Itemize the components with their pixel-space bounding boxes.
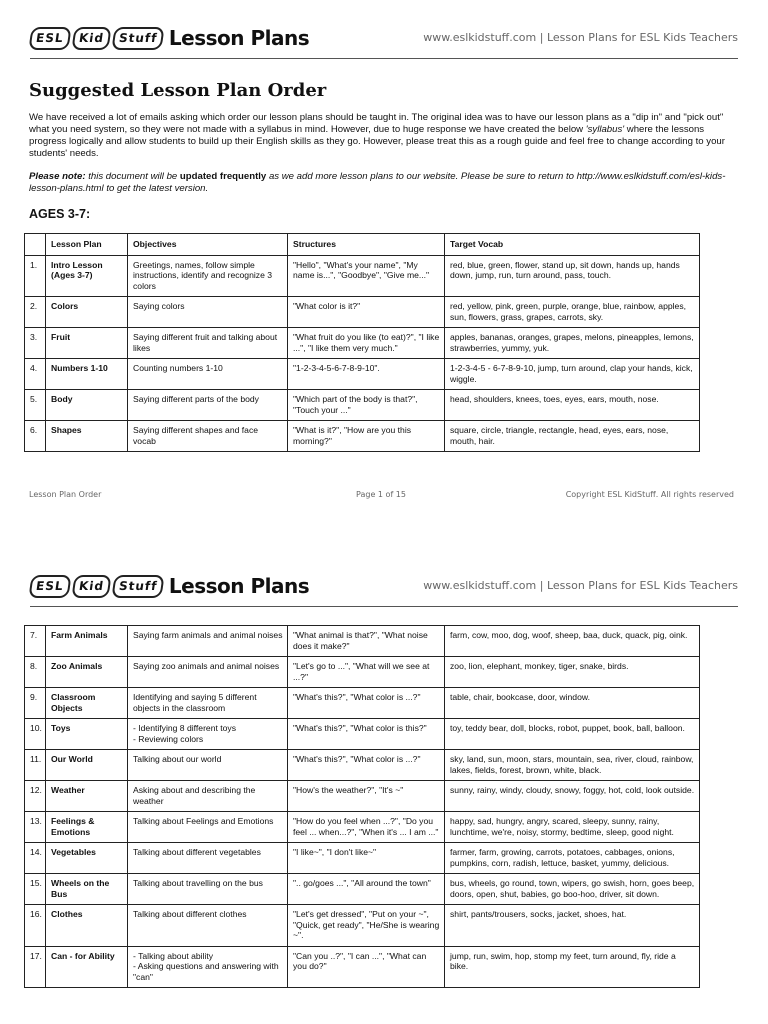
footer-page-number: Page 1 of 15 bbox=[356, 490, 406, 499]
table-row bbox=[25, 421, 700, 452]
intro-text: We have received a lot of emails asking which order our lesson plans should be taught in. The original idea was to have our lesson plans as a "dip in" and "pick out" what you need system, so they were not made with a syllabus in mind. However, due to huge response we have created the below bbox=[29, 112, 724, 135]
table-row bbox=[25, 812, 700, 843]
target-vocab-cell: happy, sad, hungry, angry, scared, sleepy, sunny, rainy, lunchtime, we're, noisy, stormy, bedtime, sleep, good night. bbox=[445, 812, 700, 843]
logo-tile: Stuff bbox=[111, 27, 165, 50]
target-vocab-cell: sky, land, sun, moon, stars, mountain, sea, river, cloud, rainbow, lakes, fields, forest, brown, white, black. bbox=[445, 750, 700, 781]
table-row bbox=[25, 750, 700, 781]
logo-tile: Kid bbox=[71, 27, 111, 50]
esl-kidstuff-logo bbox=[30, 574, 309, 598]
objectives-cell: - Talking about ability - Asking questions and answering with "can" bbox=[128, 946, 288, 988]
lesson-plan-name: Zoo Animals bbox=[46, 657, 128, 688]
logo-tile: Kid bbox=[71, 575, 111, 598]
table-row bbox=[25, 874, 700, 905]
row-number: 12. bbox=[25, 781, 46, 812]
column-header: Lesson Plan bbox=[46, 234, 128, 256]
target-vocab-cell: 1-2-3-4-5 - 6-7-8-9-10, jump, turn around, clap your hands, kick, wiggle. bbox=[445, 359, 700, 390]
lesson-plan-name: Fruit bbox=[46, 328, 128, 359]
target-vocab-cell: bus, wheels, go round, town, wipers, go swish, horn, goes beep, doors, open, shut, babies, go boo-hoo, driver, sit down. bbox=[445, 874, 700, 905]
structures-cell: "What's this?", "What color is ...?" bbox=[288, 750, 445, 781]
structures-cell: "What color is it?" bbox=[288, 297, 445, 328]
column-header: Objectives bbox=[128, 234, 288, 256]
row-number: 4. bbox=[25, 359, 46, 390]
lesson-plan-name: Classroom Objects bbox=[46, 688, 128, 719]
target-vocab-cell: toy, teddy bear, doll, blocks, robot, puppet, book, ball, balloon. bbox=[445, 719, 700, 750]
row-number: 6. bbox=[25, 421, 46, 452]
structures-cell: "Can you ..?", "I can ...", "What can you do?" bbox=[288, 946, 445, 988]
table-header-row bbox=[25, 234, 700, 256]
structures-cell: "Hello", "What's your name", "My name is...", "Goodbye", "Give me..." bbox=[288, 255, 445, 297]
table-row bbox=[25, 719, 700, 750]
target-vocab-cell: red, yellow, pink, green, purple, orange, blue, rainbow, apples, sun, flowers, grass, grapes, carrots, sky. bbox=[445, 297, 700, 328]
esl-kidstuff-logo bbox=[30, 26, 309, 50]
table-row bbox=[25, 297, 700, 328]
objectives-cell: Identifying and saying 5 different objects in the classroom bbox=[128, 688, 288, 719]
table-row bbox=[25, 843, 700, 874]
objectives-cell: Asking about and describing the weather bbox=[128, 781, 288, 812]
row-number: 5. bbox=[25, 390, 46, 421]
objectives-cell: Talking about travelling on the bus bbox=[128, 874, 288, 905]
row-number: 9. bbox=[25, 688, 46, 719]
objectives-cell: Saying different shapes and face vocab bbox=[128, 421, 288, 452]
lesson-plan-table bbox=[24, 233, 700, 452]
structures-cell: "What's this?", "What color is this?" bbox=[288, 719, 445, 750]
target-vocab-cell: jump, run, swim, hop, stomp my feet, turn around, fly, ride a bike. bbox=[445, 946, 700, 988]
structures-cell: "What animal is that?", "What noise does it make?" bbox=[288, 626, 445, 657]
lesson-plan-name: Farm Animals bbox=[46, 626, 128, 657]
row-number: 8. bbox=[25, 657, 46, 688]
note-bold: updated frequently bbox=[179, 171, 267, 182]
structures-cell: "What is it?", "How are you this morning?" bbox=[288, 421, 445, 452]
target-vocab-cell: red, blue, green, flower, stand up, sit down, hands up, hands down, jump, run, turn around, pass, touch. bbox=[445, 255, 700, 297]
row-number: 15. bbox=[25, 874, 46, 905]
row-number: 16. bbox=[25, 905, 46, 947]
row-number: 10. bbox=[25, 719, 46, 750]
table-row bbox=[25, 626, 700, 657]
objectives-cell: - Identifying 8 different toys - Reviewing colors bbox=[128, 719, 288, 750]
objectives-cell: Saying zoo animals and animal noises bbox=[128, 657, 288, 688]
structures-cell: "Let's get dressed", "Put on your ~", "Quick, get ready", "He/She is wearing ~". bbox=[288, 905, 445, 947]
lesson-plan-name: Numbers 1-10 bbox=[46, 359, 128, 390]
structures-cell: "What fruit do you like (to eat)?", "I like ...", "I like them very much." bbox=[288, 328, 445, 359]
objectives-cell: Saying different fruit and talking about likes bbox=[128, 328, 288, 359]
table-body bbox=[25, 255, 700, 452]
lesson-plan-name: Feelings & Emotions bbox=[46, 812, 128, 843]
target-vocab-cell: shirt, pants/trousers, socks, jacket, shoes, hat. bbox=[445, 905, 700, 947]
logo-title: Lesson Plans bbox=[168, 26, 310, 50]
column-header bbox=[25, 234, 46, 256]
target-vocab-cell: farmer, farm, growing, carrots, potatoes, cabbages, onions, pumpkins, corn, radish, lettuce, basket, yummy, delicious. bbox=[445, 843, 700, 874]
note-text: as we add more lesson plans to our website. Please be sure to return to http://www.eslkidstuff.com/esl-kids-lesson-plans.html to get the latest version. bbox=[29, 171, 726, 194]
intro-emphasis: 'syllabus' bbox=[585, 124, 625, 135]
structures-cell: "How do you feel when ...?", "Do you feel ... when...?", "When it's ... I am ..." bbox=[288, 812, 445, 843]
intro-text: where the lessons progress logically and allow students to build up their English skills as they go. However, please treat this as a rough guide and feel free to change according to your students' needs. bbox=[29, 124, 725, 159]
row-number: 13. bbox=[25, 812, 46, 843]
structures-cell: "Let's go to ...", "What will we see at ...?" bbox=[288, 657, 445, 688]
target-vocab-cell: apples, bananas, oranges, grapes, melons, pineapples, lemons, strawberries, yummy, yuk. bbox=[445, 328, 700, 359]
structures-cell: "1-2-3-4-5-6-7-8-9-10". bbox=[288, 359, 445, 390]
page-title: Suggested Lesson Plan Order bbox=[29, 80, 327, 101]
note-text: this document will be bbox=[85, 171, 180, 182]
table-row bbox=[25, 688, 700, 719]
header-site-link[interactable]: www.eslkidstuff.com | Lesson Plans for ESL Kids Teachers bbox=[423, 579, 738, 592]
logo-tile: ESL bbox=[28, 575, 71, 598]
target-vocab-cell: square, circle, triangle, rectangle, head, eyes, ears, nose, mouth, hair. bbox=[445, 421, 700, 452]
structures-cell: "What's this?", "What color is ...?" bbox=[288, 688, 445, 719]
lesson-plan-name: Can - for Ability bbox=[46, 946, 128, 988]
row-number: 3. bbox=[25, 328, 46, 359]
table-row bbox=[25, 255, 700, 297]
structures-cell: "Which part of the body is that?", "Touch your ..." bbox=[288, 390, 445, 421]
table-row bbox=[25, 905, 700, 947]
structures-cell: "I like~", "I don't like~" bbox=[288, 843, 445, 874]
lesson-plan-name: Vegetables bbox=[46, 843, 128, 874]
note-paragraph bbox=[29, 171, 741, 195]
row-number: 11. bbox=[25, 750, 46, 781]
table-body bbox=[25, 626, 700, 988]
objectives-cell: Counting numbers 1-10 bbox=[128, 359, 288, 390]
target-vocab-cell: table, chair, bookcase, door, window. bbox=[445, 688, 700, 719]
row-number: 14. bbox=[25, 843, 46, 874]
lesson-plan-table-continued bbox=[24, 625, 700, 988]
page-header bbox=[30, 18, 738, 59]
lesson-plan-name: Clothes bbox=[46, 905, 128, 947]
objectives-cell: Talking about Feelings and Emotions bbox=[128, 812, 288, 843]
lesson-plan-name: Body bbox=[46, 390, 128, 421]
table-row bbox=[25, 359, 700, 390]
lesson-plan-name: Our World bbox=[46, 750, 128, 781]
logo-title: Lesson Plans bbox=[168, 574, 310, 598]
objectives-cell: Talking about different vegetables bbox=[128, 843, 288, 874]
row-number: 1. bbox=[25, 255, 46, 297]
column-header: Structures bbox=[288, 234, 445, 256]
row-number: 2. bbox=[25, 297, 46, 328]
lesson-plan-name: Colors bbox=[46, 297, 128, 328]
objectives-cell: Saying different parts of the body bbox=[128, 390, 288, 421]
target-vocab-cell: zoo, lion, elephant, monkey, tiger, snake, birds. bbox=[445, 657, 700, 688]
objectives-cell: Saying farm animals and animal noises bbox=[128, 626, 288, 657]
structures-cell: "How's the weather?", "It's ~" bbox=[288, 781, 445, 812]
table-row bbox=[25, 328, 700, 359]
intro-paragraph bbox=[29, 112, 741, 160]
objectives-cell: Greetings, names, follow simple instructions, identify and recognize 3 colors bbox=[128, 255, 288, 297]
logo-tile: ESL bbox=[28, 27, 71, 50]
lesson-plan-name: Wheels on the Bus bbox=[46, 874, 128, 905]
table-row bbox=[25, 390, 700, 421]
logo-tile: Stuff bbox=[111, 575, 165, 598]
row-number: 17. bbox=[25, 946, 46, 988]
note-label: Please note: bbox=[29, 171, 86, 182]
target-vocab-cell: head, shoulders, knees, toes, eyes, ears, mouth, nose. bbox=[445, 390, 700, 421]
footer-doc-name: Lesson Plan Order bbox=[29, 490, 102, 499]
lesson-plan-name: Intro Lesson (Ages 3-7) bbox=[46, 255, 128, 297]
column-header: Target Vocab bbox=[445, 234, 700, 256]
row-number: 7. bbox=[25, 626, 46, 657]
target-vocab-cell: sunny, rainy, windy, cloudy, snowy, foggy, hot, cold, look outside. bbox=[445, 781, 700, 812]
page-header bbox=[30, 566, 738, 607]
table-row bbox=[25, 781, 700, 812]
lesson-plan-name: Weather bbox=[46, 781, 128, 812]
header-site-link[interactable]: www.eslkidstuff.com | Lesson Plans for ESL Kids Teachers bbox=[423, 31, 738, 44]
lesson-plan-name: Toys bbox=[46, 719, 128, 750]
objectives-cell: Talking about our world bbox=[128, 750, 288, 781]
lesson-plan-name: Shapes bbox=[46, 421, 128, 452]
page-gap bbox=[0, 508, 768, 556]
document-page-1 bbox=[0, 0, 768, 508]
footer-copyright: Copyright ESL KidStuff. All rights reserved bbox=[565, 490, 734, 499]
target-vocab-cell: farm, cow, moo, dog, woof, sheep, baa, duck, quack, pig, oink. bbox=[445, 626, 700, 657]
table-row bbox=[25, 946, 700, 988]
table-row bbox=[25, 657, 700, 688]
objectives-cell: Talking about different clothes bbox=[128, 905, 288, 947]
objectives-cell: Saying colors bbox=[128, 297, 288, 328]
structures-cell: ".. go/goes ...", "All around the town" bbox=[288, 874, 445, 905]
ages-heading: AGES 3-7: bbox=[29, 207, 91, 221]
